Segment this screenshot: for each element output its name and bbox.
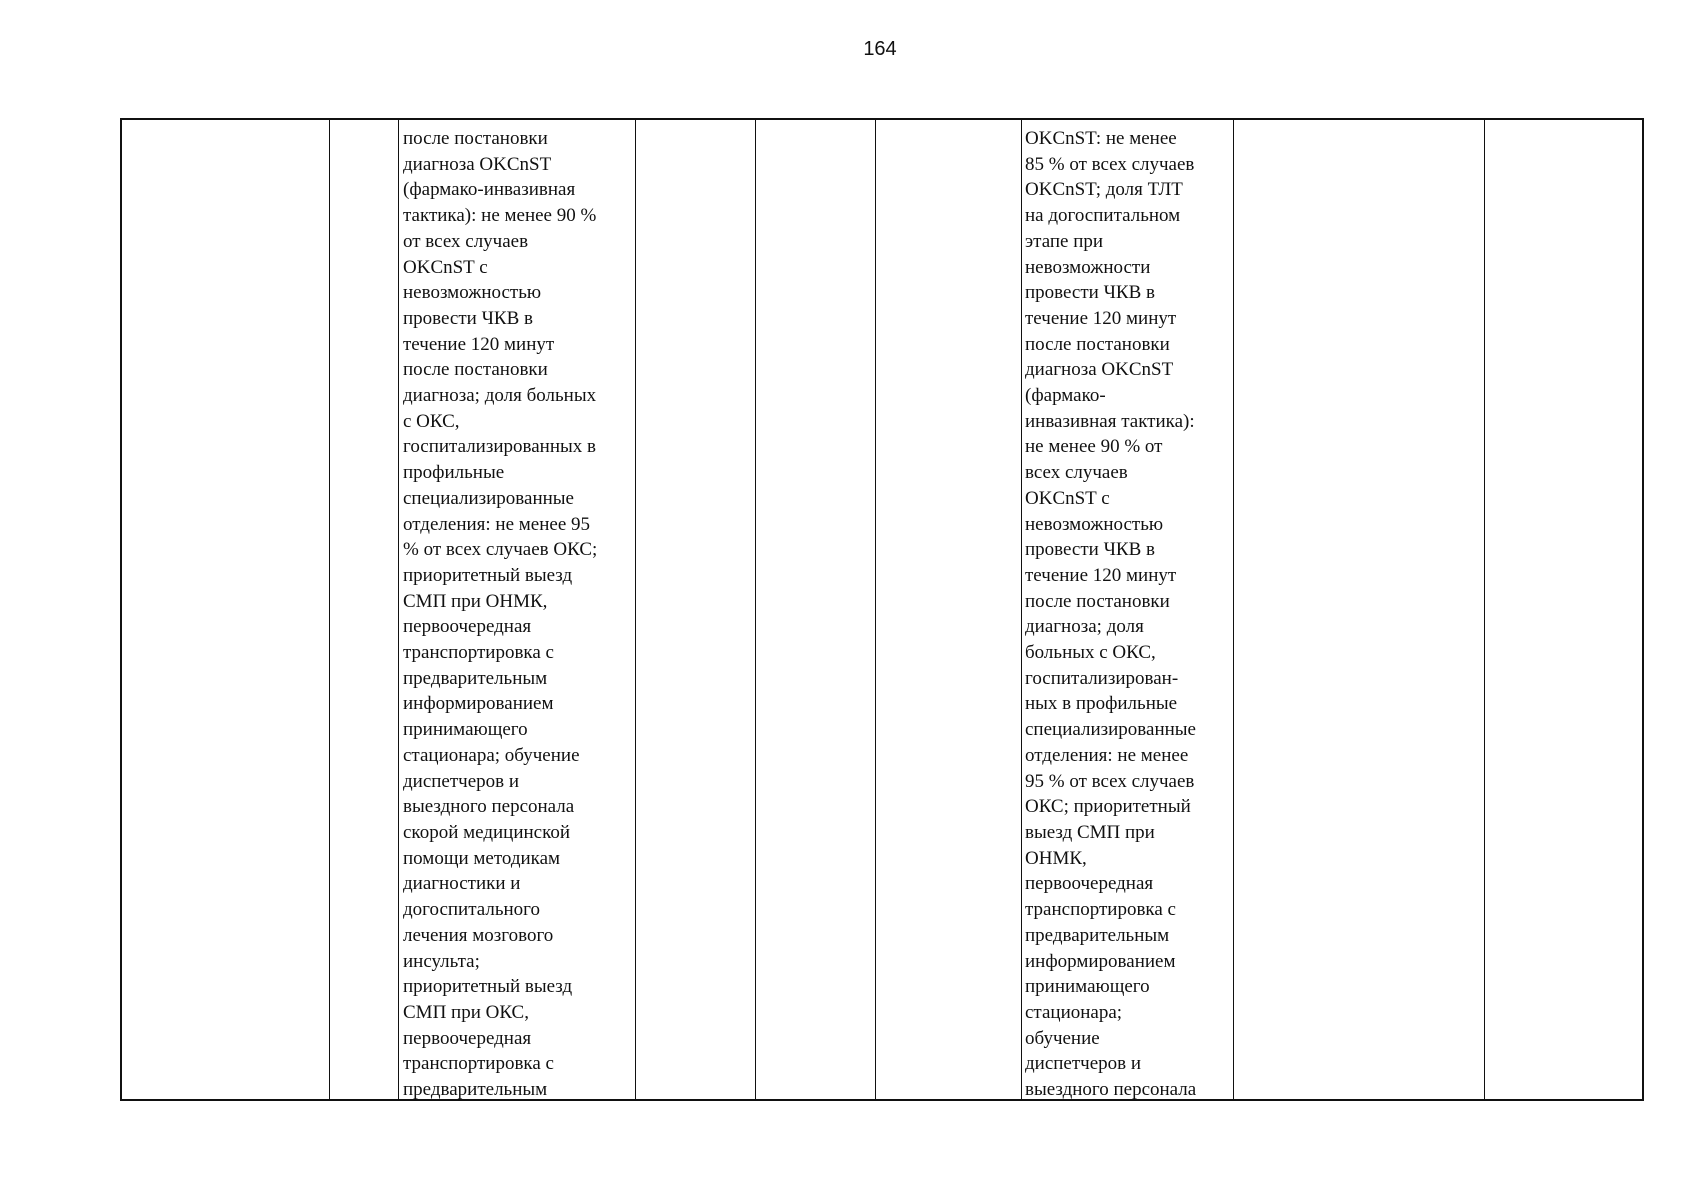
table-cell-column-7: OKCnST: не менее 85 % от всех случаев OKCnST; доля ТЛТ на догоспитальном этапе при невозможности провести ЧКВ в течение 120 минут после постановки диагноза OKCnST (фармако- инвазивная тактика): не менее 90 % от всех случаев OKCnST с невозможностью провести ЧКВ в течение 120 минут после постановки диагноза; доля больных с ОКС, госпитализирован- ных в профильные специализированные отделения: не менее 95 % от всех случаев ОКС; приоритетный выезд СМП при ОНМК, первоочередная транспортировка с предварительным информированием принимающего стационара; обучение диспетчеров и выездного персонала [1025, 128, 1197, 1101]
column-divider [875, 120, 876, 1099]
page-number: 164 [863, 38, 897, 60]
column-divider [1484, 120, 1485, 1099]
column-divider [398, 120, 399, 1099]
table-cell-column-3: после постановки диагноза OKCnST (фармако-инвазивная тактика): не менее 90 % от всех случаев OKCnST с невозможностью провести ЧКВ в течение 120 минут после постановки диагноза; доля больных с ОКС, госпитализированных в профильные специализированные отделения: не менее 95 % от всех случаев ОКС; приоритетный выезд СМП при ОНМК, первоочередная транспортировка с предварительным информированием принимающего стационара; обучение диспетчеров и выездного персонала скорой медицинской помощи методикам диагностики и догоспитального лечения мозгового инсульта; приоритетный выезд СМП при ОКС, первоочередная транспортировка с предварительным [403, 128, 598, 1101]
data-table [120, 118, 1644, 1101]
column-divider [1021, 120, 1022, 1099]
column-divider [329, 120, 330, 1099]
column-divider [755, 120, 756, 1099]
column-divider [635, 120, 636, 1099]
